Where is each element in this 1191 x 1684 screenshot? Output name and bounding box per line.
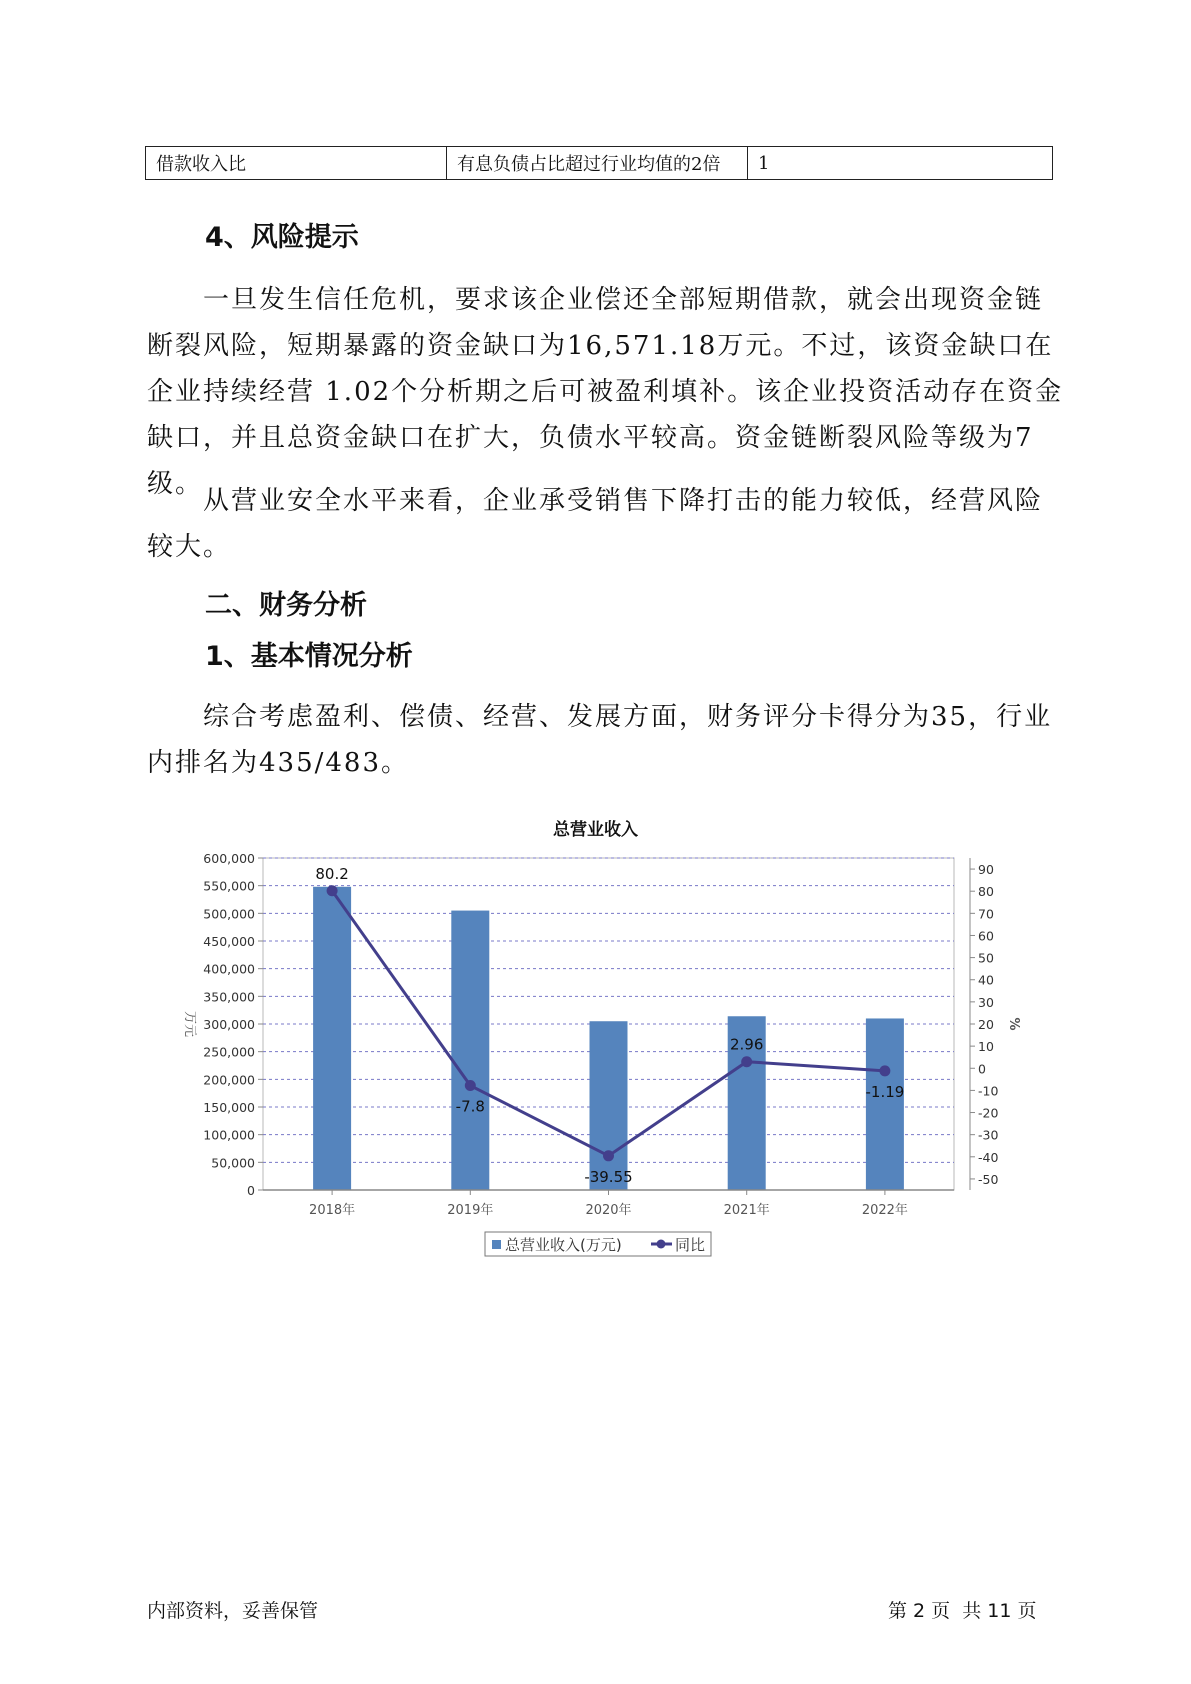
y2-tick-label: 10 [978,1039,994,1055]
subsection-heading-basic: 1、基本情况分析 [205,641,413,672]
y-tick-label: 550,000 [203,878,255,894]
x-tick-label: 2018年 [309,1203,356,1218]
y2-tick-label: -50 [978,1171,999,1187]
data-label: -1.19 [865,1082,905,1101]
y-tick-label: 50,000 [211,1155,255,1171]
y2-tick-label: 0 [978,1061,986,1077]
y-tick-label: 350,000 [203,989,255,1005]
y2-tick-label: -40 [978,1149,999,1165]
y2-tick-label: 50 [978,950,994,966]
chart-title: 总营业收入 [553,820,638,840]
y2-tick-label: 40 [978,972,994,988]
data-label: -7.8 [455,1097,485,1116]
y-tick-label: 200,000 [203,1072,255,1088]
y-tick-label: 0 [247,1183,255,1198]
data-label: 80.2 [315,864,349,883]
footer-page-number: 第 2 页 共 11 页 [888,1600,1037,1622]
y2-tick-label: 60 [978,928,994,944]
x-tick-label: 2022年 [861,1203,908,1218]
y-tick-label: 600,000 [203,851,255,866]
y-tick-label: 500,000 [203,906,255,922]
x-tick-label: 2020年 [585,1203,632,1218]
y2-tick-label: 80 [978,884,994,900]
legend-swatch-marker [657,1240,666,1249]
y2-tick-label: -10 [978,1083,999,1099]
table-cell-value: 1 [748,147,1053,180]
y-tick-label: 100,000 [203,1127,255,1143]
y-tick-label: 450,000 [203,934,255,949]
table-cell-condition: 有息负债占比超过行业均值的2倍 [447,147,748,180]
bar [451,911,489,1190]
growth-point [879,1065,890,1076]
growth-point [465,1080,476,1091]
section-heading-risk: 4、风险提示 [205,222,359,253]
bar [866,1018,904,1190]
legend-swatch-bar [492,1240,501,1249]
y2-tick-label: -20 [978,1105,999,1121]
y2-tick-label: 20 [978,1017,994,1032]
table-cell-indicator: 借款收入比 [146,147,447,180]
y-tick-label: 400,000 [203,961,255,977]
growth-point [327,885,338,896]
y2-tick-label: -30 [978,1127,999,1143]
legend-label-bar: 总营业收入(万元) [505,1236,622,1254]
growth-point [741,1056,752,1067]
bar [313,887,351,1190]
paragraph-text: 从营业安全水平来看，企业承受销售下降打击的能力较低，经营风险较大。 [147,486,1044,562]
y2-tick-label: 30 [978,994,994,1010]
x-tick-label: 2019年 [447,1203,494,1218]
paragraph-text: 综合考虑盈利、偿债、经营、发展方面，财务评分卡得分为35，行业内排名为435/483。 [147,702,1053,778]
y-tick-label: 150,000 [203,1100,255,1115]
y-tick-label: 250,000 [203,1044,255,1060]
footer-confidential: 内部资料，妥善保管 [147,1600,319,1622]
data-label: -39.55 [584,1167,633,1186]
growth-point [603,1150,614,1161]
y2-axis-title: % [1006,1017,1021,1031]
y-axis-title: 万元 [182,1010,197,1038]
y-tick-label: 300,000 [203,1017,255,1032]
legend-label-line: 同比 [675,1236,706,1254]
x-tick-label: 2021年 [723,1203,770,1218]
y2-tick-label: 90 [978,862,994,878]
section-heading-financial: 二、财务分析 [205,590,367,621]
y2-tick-label: 70 [978,906,994,922]
bar [590,1021,628,1190]
data-label: 2.96 [729,1035,764,1054]
paragraph-text: 一旦发生信任危机，要求该企业偿还全部短期借款，就会出现资金链断裂风险，短期暴露的资金缺口为16,571.18万元。不过，该资金缺口在企业持续经营 1.02个分析期之后可被盈利填补。该企业投资活动存在资金缺口，并且总资金缺口在扩大，负债水平较高。资金链断裂风险等级为7级。 [147,285,1064,499]
